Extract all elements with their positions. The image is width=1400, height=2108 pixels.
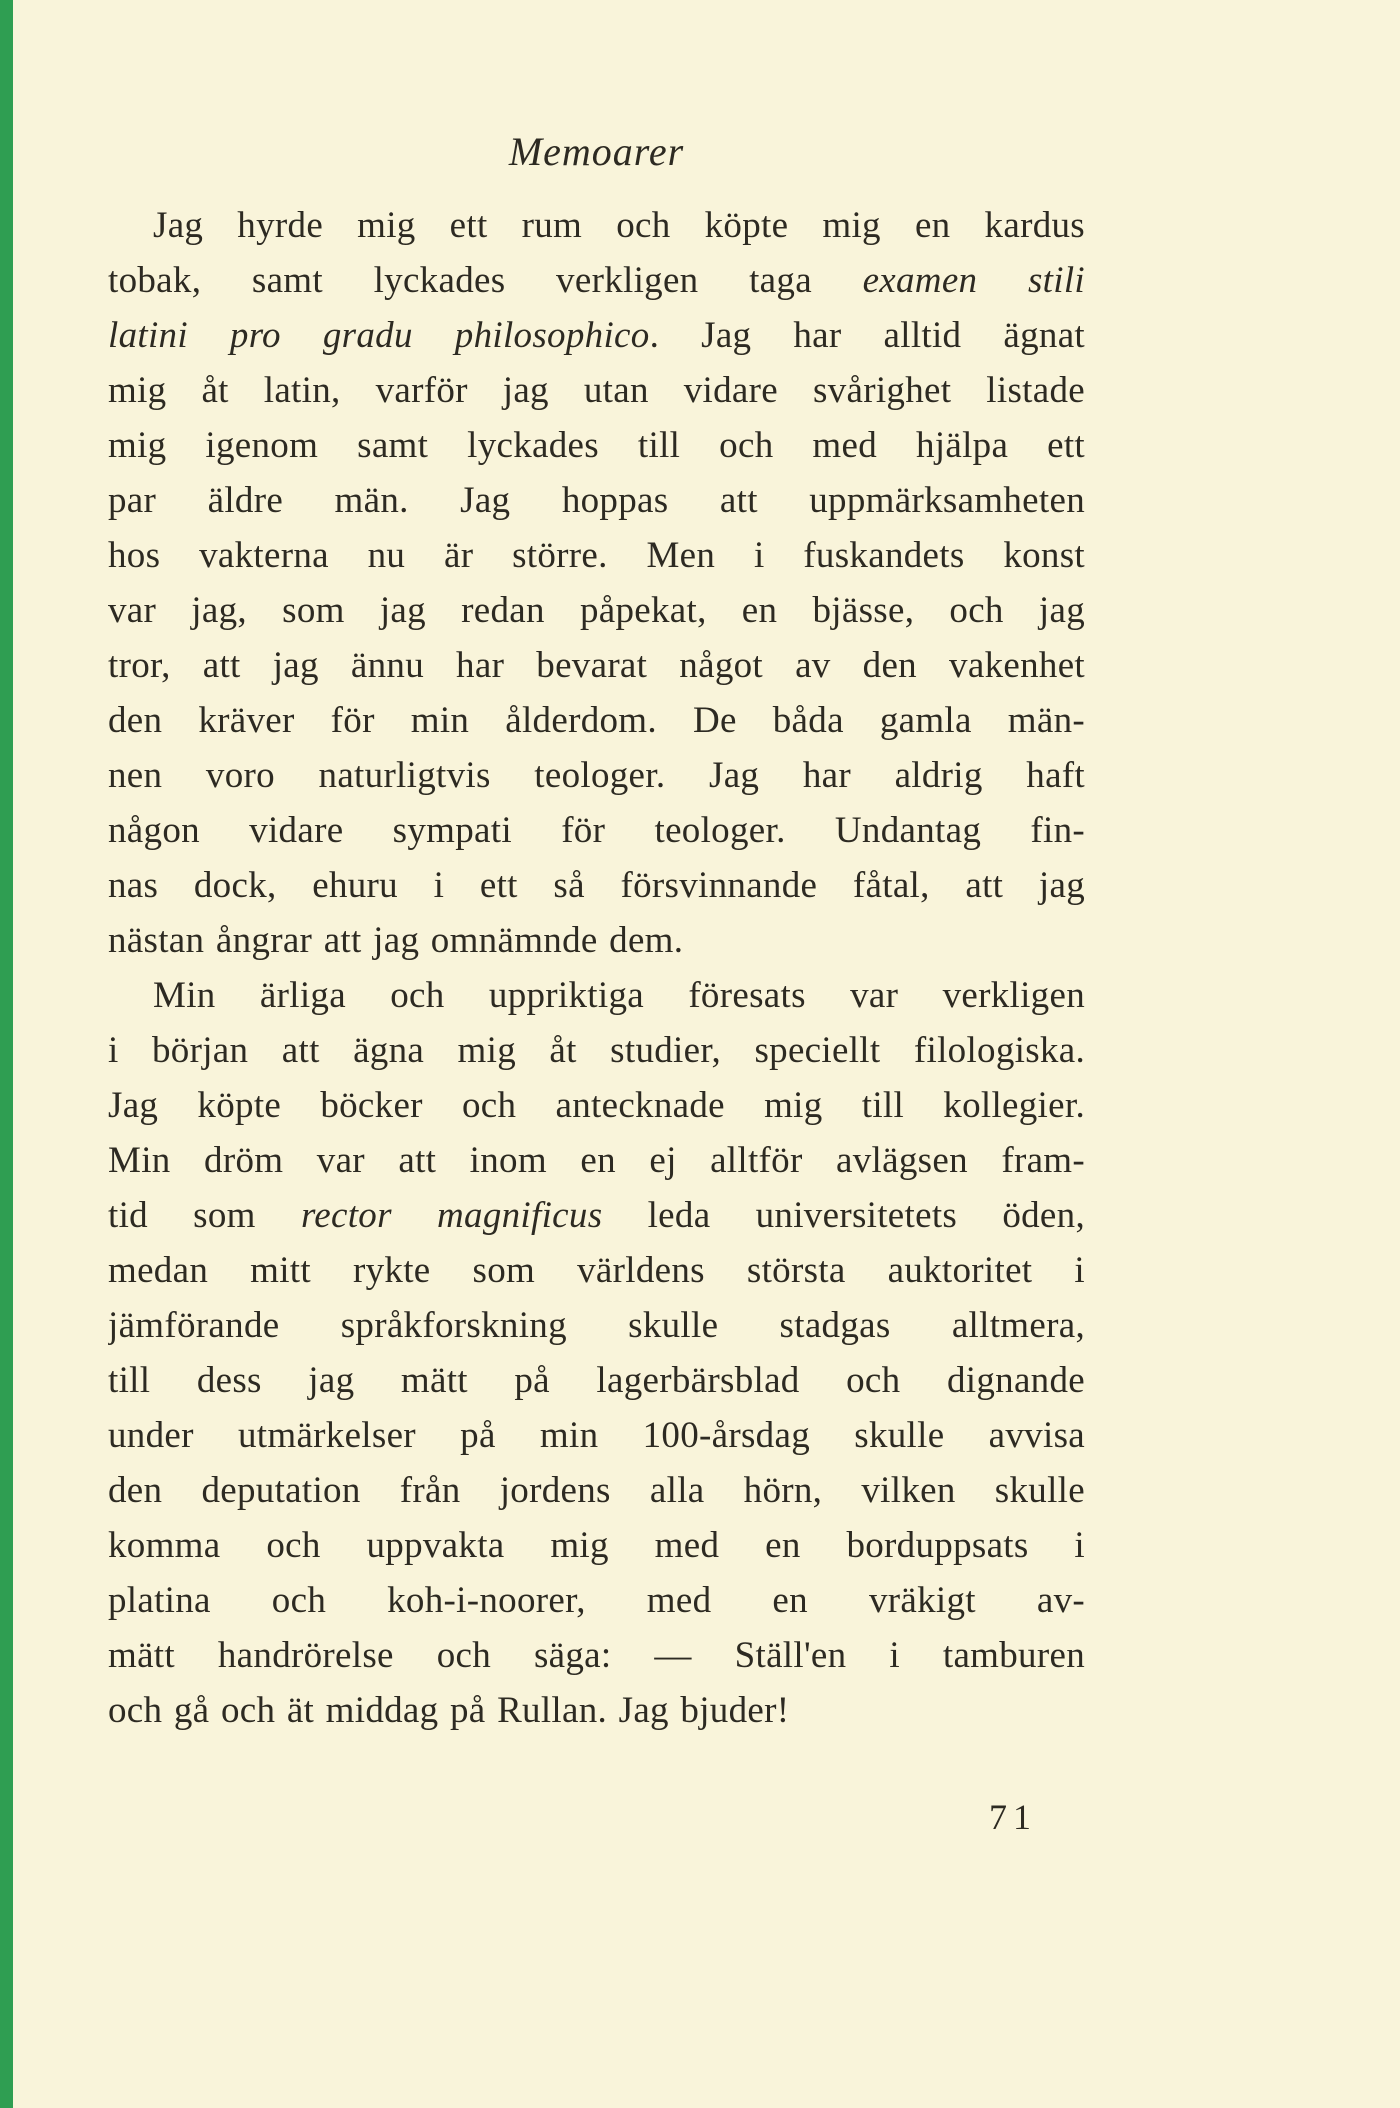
text-segment: den kräver för min ålderdom. De båda gamla män-	[108, 700, 1085, 741]
text-segment: till dess jag mätt på lagerbärsblad och dignande	[108, 1360, 1085, 1401]
text-segment: par äldre män. Jag hoppas att uppmärksamheten	[108, 480, 1085, 521]
text-segment: komma och uppvakta mig med en borduppsats i	[108, 1525, 1085, 1566]
text-segment: mig åt latin, varför jag utan vidare svårighet listade	[108, 370, 1085, 411]
text-segment: Min ärliga och uppriktiga föresats var verkligen	[153, 975, 1085, 1016]
text-segment: och gå och ät middag på Rullan. Jag bjuder!	[108, 1690, 790, 1731]
text-segment: mätt handrörelse och säga: — Ställ'en i tamburen	[108, 1635, 1085, 1676]
text-line	[108, 1353, 1085, 1408]
text-line	[108, 1628, 1085, 1683]
text-line	[108, 913, 1085, 968]
text-line	[108, 198, 1085, 253]
text-segment: i början att ägna mig åt studier, speciellt filologiska.	[108, 1030, 1085, 1071]
text-line	[108, 363, 1085, 418]
text-segment: tobak, samt lyckades verkligen taga	[108, 260, 863, 301]
text-line	[108, 1683, 1085, 1738]
text-line	[108, 253, 1085, 308]
text-line	[108, 858, 1085, 913]
text-line	[108, 1573, 1085, 1628]
text-segment: Jag hyrde mig ett rum och köpte mig en kardus	[153, 205, 1085, 246]
text-line	[108, 418, 1085, 473]
text-line	[108, 528, 1085, 583]
page-edge-strip	[0, 0, 13, 2108]
text-segment: mig igenom samt lyckades till och med hjälpa ett	[108, 425, 1085, 466]
text-segment: under utmärkelser på min 100-årsdag skulle avvisa	[108, 1415, 1085, 1456]
text-segment: nas dock, ehuru i ett så försvinnande fåtal, att jag	[108, 865, 1085, 906]
text-segment: tror, att jag ännu har bevarat något av den vakenhet	[108, 645, 1085, 686]
italic-text-segment: examen stili	[862, 260, 1085, 301]
text-line	[108, 1133, 1085, 1188]
text-segment: nen voro naturligtvis teologer. Jag har aldrig haft	[108, 755, 1085, 796]
text-segment: nästan ångrar att jag omnämnde dem.	[108, 920, 684, 961]
text-line	[108, 1408, 1085, 1463]
text-line	[108, 748, 1085, 803]
text-segment: platina och koh-i-noorer, med en vräkigt av-	[108, 1580, 1085, 1621]
text-segment: någon vidare sympati för teologer. Undantag fin-	[108, 810, 1085, 851]
text-segment: hos vakterna nu är större. Men i fuskandets konst	[108, 535, 1085, 576]
text-line	[108, 1463, 1085, 1518]
text-line	[108, 1243, 1085, 1298]
text-segment: medan mitt rykte som världens största auktoritet i	[108, 1250, 1085, 1291]
text-segment: . Jag har alltid ägnat	[649, 315, 1085, 356]
text-line	[108, 1518, 1085, 1573]
text-line	[108, 1298, 1085, 1353]
body-text	[108, 198, 1085, 1738]
text-line	[108, 638, 1085, 693]
paragraph	[108, 198, 1085, 968]
italic-text-segment: latini pro gradu philosophico	[108, 315, 650, 356]
text-line	[108, 1078, 1085, 1133]
text-segment: leda universitetets öden,	[602, 1195, 1085, 1236]
page-number: 71	[989, 1797, 1037, 1837]
text-line	[108, 473, 1085, 528]
text-line	[108, 583, 1085, 638]
italic-text-segment: rector magnificus	[300, 1195, 603, 1236]
text-line	[108, 968, 1085, 1023]
text-segment: jämförande språkforskning skulle stadgas alltmera,	[108, 1305, 1085, 1346]
page-content	[108, 0, 1085, 1838]
text-line	[108, 803, 1085, 858]
text-segment: Jag köpte böcker och antecknade mig till kollegier.	[108, 1085, 1085, 1126]
text-line	[108, 693, 1085, 748]
text-segment: den deputation från jordens alla hörn, vilken skulle	[108, 1470, 1085, 1511]
text-line	[108, 1188, 1085, 1243]
paragraph	[108, 968, 1085, 1738]
page-title: Memoarer	[508, 129, 685, 174]
text-line	[108, 308, 1085, 363]
text-segment: Min dröm var att inom en ej alltför avlägsen fram-	[108, 1140, 1085, 1181]
text-line	[108, 1023, 1085, 1078]
text-segment: tid som	[108, 1195, 301, 1236]
text-segment: var jag, som jag redan påpekat, en bjässe, och jag	[108, 590, 1085, 631]
